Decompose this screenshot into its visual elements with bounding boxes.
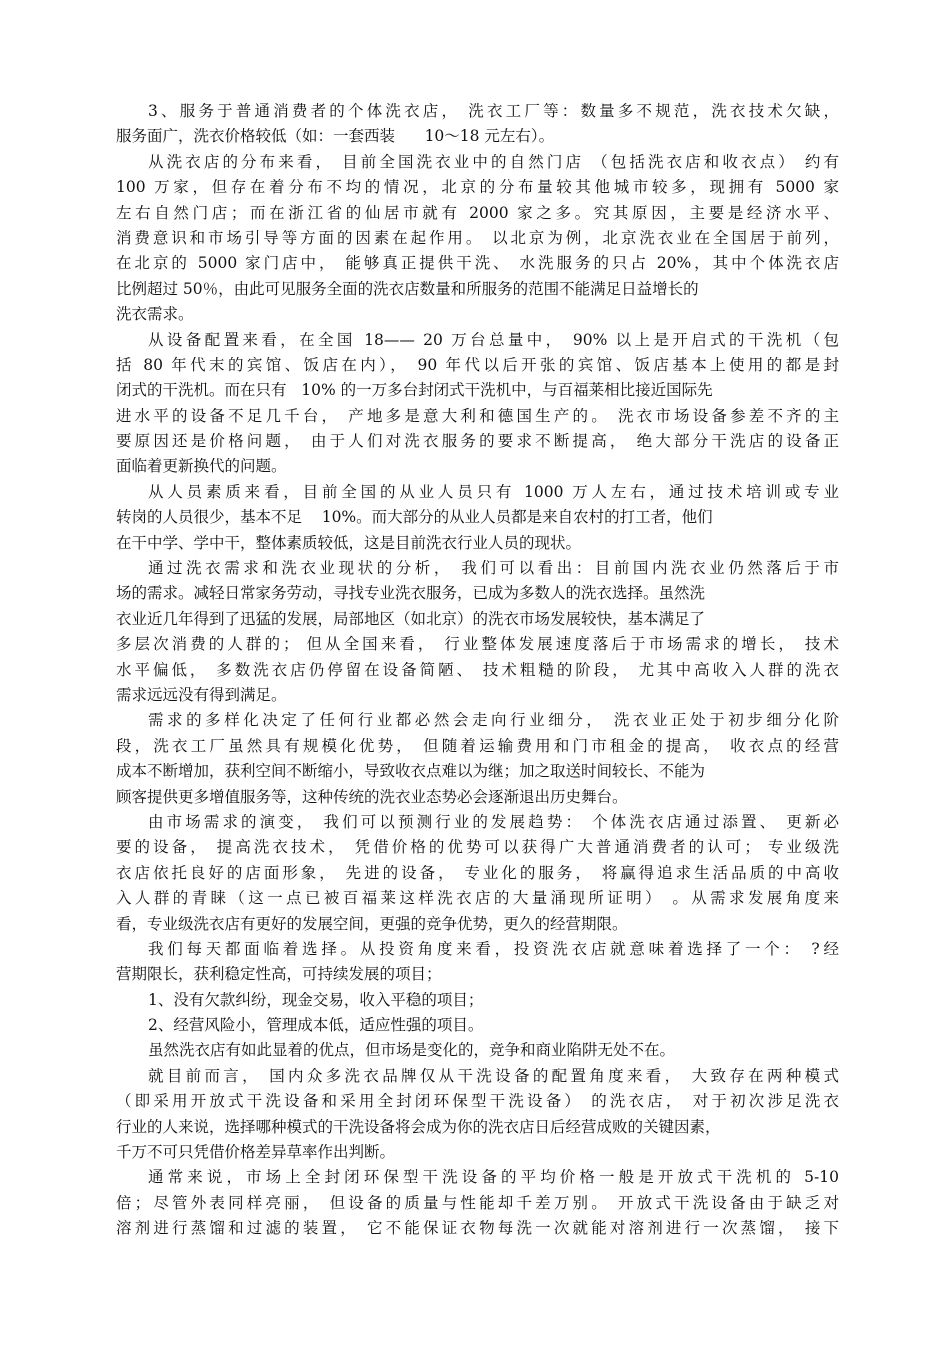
text-line: 面临着更新换代的问题。 xyxy=(116,457,287,476)
text-line: 从人员素质来看，目前全国的从业人员只有 1000 万人左右，通过技术培训或专业 xyxy=(148,482,839,501)
text-line: 顾客提供更多增值服务等，这种传统的洗衣业态势必会逐渐退出历史舞台。 xyxy=(116,787,628,806)
text-line: 要原因还是价格问题， 由于人们对洗衣服务的要求不断提高， 绝大部分干洗店的设备正 xyxy=(116,432,839,451)
text-line: （即采用开放式干洗设备和采用全封闭环保型干洗设备） 的洗衣店， 对于初次涉足洗衣 xyxy=(116,1092,839,1111)
text-line: 水平偏低， 多数洗衣店仍停留在设备简陋、 技术粗糙的阶段， 尤其中高收入人群的洗衣 xyxy=(116,660,839,679)
text-line: 1、没有欠款纠纷，现金交易，收入平稳的项目； xyxy=(148,990,484,1009)
document-page xyxy=(116,99,839,1242)
text-line: 虽然洗衣店有如此显着的优点，但市场是变化的，竞争和商业陷阱无处不在。 xyxy=(148,1041,676,1060)
text-line: 成本不断增加，获利空间不断缩小，导致收衣点难以为继；加之取送时间较长、不能为 xyxy=(116,762,706,781)
text-line: 需求的多样化决定了任何行业都必然会走向行业细分， 洗衣业正处于初步细分化阶 xyxy=(148,711,839,730)
text-line: 需求远远没有得到满足。 xyxy=(116,685,287,704)
text-line: 2、经营风险小，管理成本低，适应性强的项目。 xyxy=(148,1016,484,1035)
text-line: 服务面广，洗衣价格较低（如：一套西装 10～18 元左右）。 xyxy=(116,127,555,146)
text-line: 溶剂进行蒸馏和过滤的装置， 它不能保证衣物每洗一次就能对溶剂进行一次蒸馏， 接下 xyxy=(116,1219,839,1238)
text-line: 千万不可只凭借价格差异草率作出判断。 xyxy=(116,1143,396,1162)
text-line: 就目前而言， 国内众多洗衣品牌仅从干洗设备的配置角度来看， 大致存在两种模式 xyxy=(148,1066,839,1085)
text-line: 看，专业级洗衣店有更好的发展空间，更强的竞争优势，更久的经营期限。 xyxy=(116,914,628,933)
text-line: 闭式的干洗机。而在只有 10% 的一万多台封闭式干洗机中，与百福莱相比接近国际先 xyxy=(116,381,713,400)
text-line: 100 万家，但存在着分布不均的情况，北京的分布量较其他城市较多，现拥有 5000 家 xyxy=(116,178,839,197)
text-line: 倍；尽管外表同样亮丽， 但设备的质量与性能却千差万别。 开放式干洗设备由于缺乏对 xyxy=(116,1193,839,1212)
text-line: 消费意识和市场引导等方面的因素在起作用。 以北京为例，北京洗衣业在全国居于前列， xyxy=(116,228,839,247)
text-line: 从洗衣店的分布来看， 目前全国洗衣业中的自然门店 （包括洗衣店和收衣点） 约有 xyxy=(148,152,839,171)
text-line: 洗衣需求。 xyxy=(116,305,194,324)
text-line: 括 80 年代末的宾馆、饭店在内）， 90 年代以后开张的宾馆、饭店基本上使用的都是封 xyxy=(116,355,839,374)
text-line: 通常来说，市场上全封闭环保型干洗设备的平均价格一般是开放式干洗机的 5-10 xyxy=(148,1168,839,1187)
text-line: 我们每天都面临着选择。从投资角度来看，投资洗衣店就意味着选择了一个： ?经 xyxy=(148,939,839,958)
text-line: 由市场需求的演变， 我们可以预测行业的发展趋势： 个体洗衣店通过添置、 更新必 xyxy=(148,812,839,831)
text-line: 通过洗衣需求和洗衣业现状的分析， 我们可以看出：目前国内洗衣业仍然落后于市 xyxy=(148,559,839,578)
text-line: 多层次消费的人群的； 但从全国来看， 行业整体发展速度落后于市场需求的增长， 技术 xyxy=(116,635,839,654)
text-line: 场的需求。减轻日常家务劳动，寻找专业洗衣服务，已成为多数人的洗衣选择。虽然洗 xyxy=(116,584,706,603)
text-line: 从设备配置来看，在全国 18—— 20 万台总量中， 90% 以上是开启式的干洗机（包 xyxy=(148,330,839,349)
text-line: 转岗的人员很少，基本不足 10%。而大部分的从业人员都是来自农村的打工者，他们 xyxy=(116,508,713,527)
text-line: 在干中学、学中干，整体素质较低，这是目前洗衣行业人员的现状。 xyxy=(116,533,582,552)
text-line: 左右自然门店；而在浙江省的仙居市就有 2000 家之多。究其原因，主要是经济水平、 xyxy=(116,203,839,222)
text-line: 段，洗衣工厂虽然具有规模化优势， 但随着运输费用和门市租金的提高， 收衣点的经营 xyxy=(116,736,839,755)
text-line: 要的设备， 提高洗衣技术， 凭借价格的优势可以获得广大普通消费者的认可； 专业级洗 xyxy=(116,838,839,857)
text-line: 行业的人来说，选择哪种模式的干洗设备将会成为你的洗衣店日后经营成败的关键因素， xyxy=(116,1117,721,1136)
text-line: 比例超过 50％，由此可见服务全面的洗衣店数量和所服务的范围不能满足日益增长的 xyxy=(116,279,699,298)
text-line: 进水平的设备不足几千台， 产地多是意大利和德国生产的。 洗衣市场设备参差不齐的主 xyxy=(116,406,839,425)
text-line: 衣店依托良好的店面形象， 先进的设备， 专业化的服务， 将赢得追求生活品质的中高收 xyxy=(116,863,839,882)
text-line: 在北京的 5000 家门店中， 能够真正提供干洗、 水洗服务的只占 20%，其中个体洗衣店 xyxy=(116,254,839,273)
text-line: 入人群的青睐（这一点已被百福莱这样洗衣店的大量涌现所证明） 。从需求发展角度来 xyxy=(116,889,839,908)
text-line: 衣业近几年得到了迅猛的发展，局部地区（如北京）的洗衣市场发展较快，基本满足了 xyxy=(116,609,706,628)
text-line: 3、服务于普通消费者的个体洗衣店， 洗衣工厂等：数量多不规范，洗衣技术欠缺， xyxy=(148,102,839,120)
text-line: 营期限长，获利稳定性高，可持续发展的项目； xyxy=(116,965,442,984)
